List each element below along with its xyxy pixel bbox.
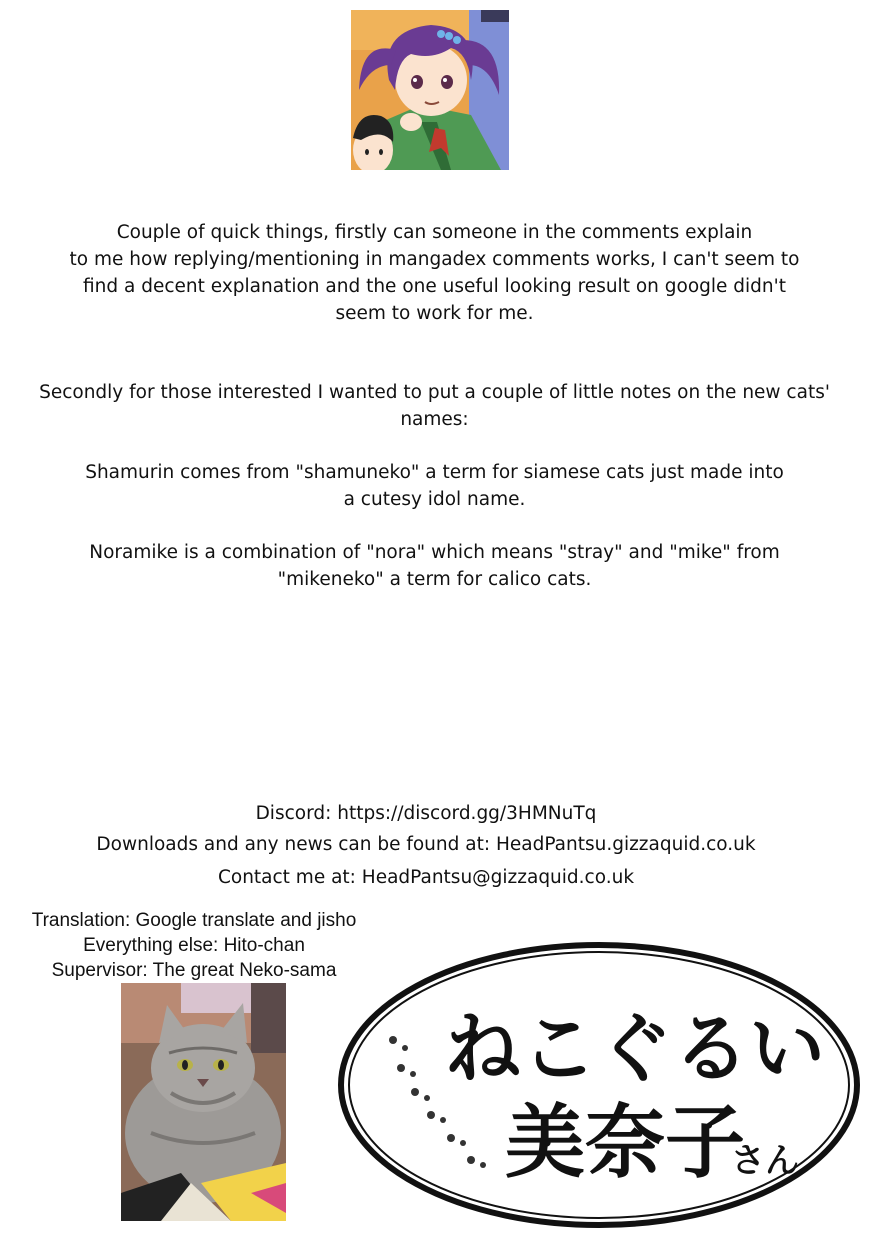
- credit-supervisor: Supervisor: The great Neko-sama: [51, 960, 337, 981]
- note-paragraph-cat-names-intro: Secondly for those interested I wanted to put a couple of little notes on the new cats' names:: [39, 382, 830, 430]
- discord-link[interactable]: Discord: https://discord.gg/3HMNuTq: [255, 803, 597, 824]
- logo-title-line-2: 美奈子: [505, 1096, 745, 1189]
- logo-title-suffix: さん: [731, 1141, 799, 1181]
- avatar-illustration: [351, 10, 509, 170]
- note-paragraph-shamurin: Shamurin comes from "shamuneko" a term for siamese cats just made into a cutesy idol name.: [85, 462, 784, 510]
- note-paragraph-comments: Couple of quick things, firstly can someone in the comments explain to me how replying/mentioning in mangadex comments works, I can't seem to find a decent explanation and the one useful looking result on google didn't seem to work for me.: [69, 222, 800, 324]
- credit-everything-else: Everything else: Hito-chan: [83, 935, 305, 956]
- logo-title-line-1: ねこぐるい: [445, 1004, 825, 1093]
- contact-email[interactable]: Contact me at: HeadPantsu@gizzaquid.co.uk: [217, 867, 635, 888]
- series-logo: [335, 940, 863, 1230]
- credit-translation: Translation: Google translate and jisho: [31, 910, 357, 931]
- downloads-link[interactable]: Downloads and any news can be found at: HeadPantsu.gizzaquid.co.uk: [96, 834, 756, 855]
- cat-photo: [121, 983, 286, 1221]
- note-paragraph-noramike: Noramike is a combination of "nora" which means "stray" and "mike" from "mikeneko" a term for calico cats.: [89, 542, 780, 590]
